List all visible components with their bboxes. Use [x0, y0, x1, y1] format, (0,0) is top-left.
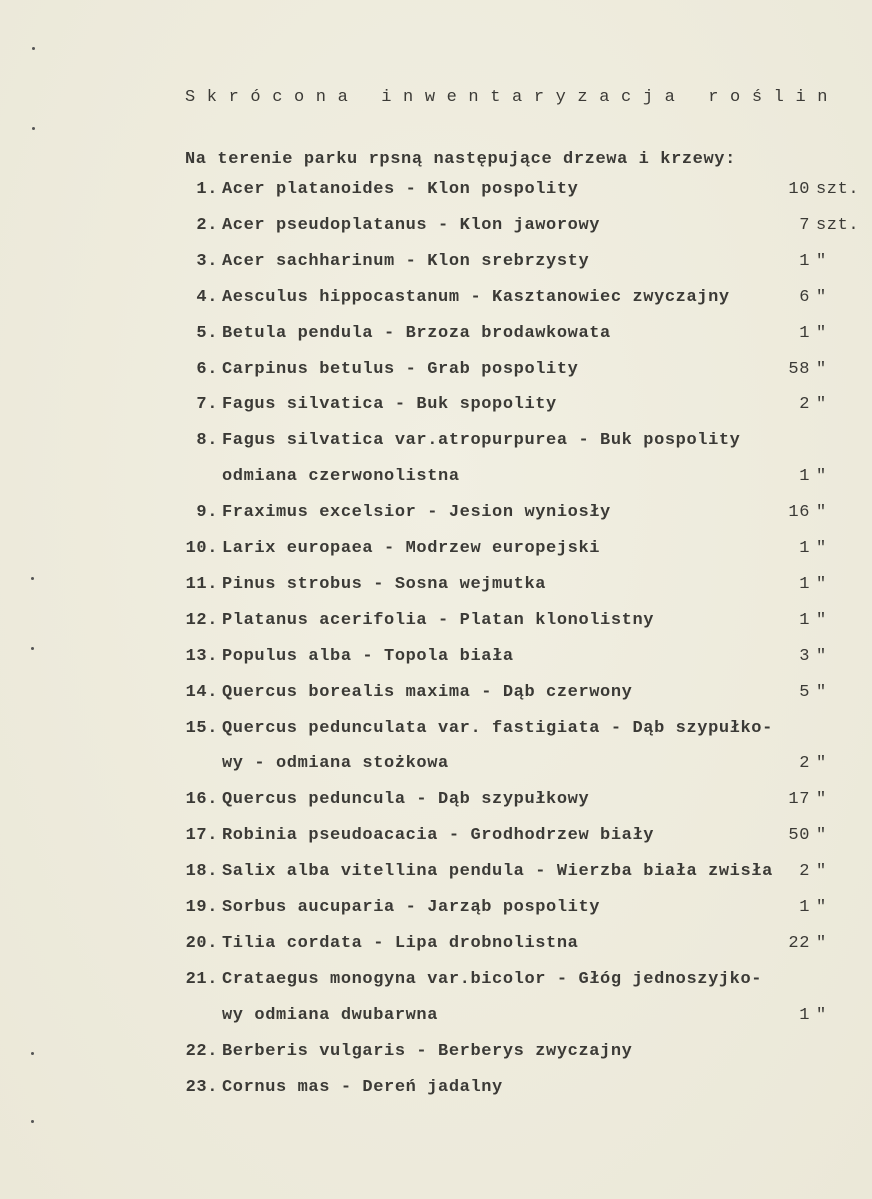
list-item: [0, 575, 872, 599]
item-number: 12.: [185, 610, 218, 630]
item-unit: ": [816, 646, 827, 666]
item-name: Fraximus excelsior - Jesion wyniosły: [222, 503, 611, 523]
item-quantity: 2: [799, 395, 810, 415]
item-quantity: 1: [799, 898, 810, 917]
item-unit: ": [816, 251, 827, 271]
item-unit: ": [816, 610, 827, 630]
item-name: Larix europaea - Modrzew europejski: [222, 539, 601, 558]
list-item: [0, 934, 872, 958]
item-number: 21.: [185, 969, 218, 989]
item-name: Platanus acerifolia - Platan klonolistny: [222, 610, 655, 630]
list-item: [0, 647, 872, 671]
item-name: Carpinus betulus - Grab pospolity: [222, 359, 579, 379]
item-quantity: 1: [799, 610, 810, 630]
margin-dot: [31, 647, 34, 650]
item-quantity: 1: [799, 1005, 810, 1025]
item-name: Pinus strobus - Sosna wejmutka: [222, 574, 547, 594]
item-unit: ": [816, 898, 827, 917]
item-unit: ": [816, 826, 827, 846]
list-item: [0, 611, 872, 635]
item-unit: ": [816, 467, 827, 487]
list-item: [0, 288, 872, 312]
list-item: [0, 216, 872, 240]
list-item: [0, 1042, 872, 1066]
item-quantity: 10: [788, 180, 810, 199]
item-unit: ": [816, 503, 827, 523]
list-item: [0, 719, 872, 743]
item-quantity: 17: [788, 790, 810, 810]
list-item: [0, 754, 872, 778]
item-name: Acer platanoides - Klon pospolity: [222, 180, 579, 199]
item-name: Quercus borealis maxima - Dąb czerwony: [222, 682, 633, 702]
item-number: 2.: [196, 215, 218, 235]
list-item: [0, 467, 872, 491]
item-name: Betula pendula - Brzoza brodawkowata: [222, 323, 611, 343]
item-name: Aesculus hippocastanum - Kasztanowiec zwyczajny: [222, 287, 730, 307]
item-unit: ": [816, 574, 827, 594]
item-unit: ": [816, 287, 827, 307]
item-name: Acer pseudoplatanus - Klon jaworowy: [222, 215, 601, 235]
item-number: 8.: [196, 431, 218, 451]
item-name: Fagus silvatica var.atropurpurea - Buk pospolity: [222, 431, 741, 451]
item-quantity: 50: [788, 826, 810, 846]
list-item: [0, 1006, 872, 1030]
item-name: Acer sachharinum - Klon srebrzysty: [222, 251, 590, 271]
item-unit: szt.: [816, 215, 860, 235]
list-item: [0, 862, 872, 886]
item-name: Sorbus aucuparia - Jarząb pospolity: [222, 898, 601, 917]
item-number: 17.: [185, 826, 218, 846]
item-name: wy - odmiana stożkowa: [222, 754, 449, 774]
item-number: 5.: [196, 323, 218, 343]
item-name: Quercus peduncula - Dąb szypułkowy: [222, 790, 590, 810]
item-name: Robinia pseudoacacia - Grodhodrzew biały: [222, 826, 655, 846]
item-name: Quercus pedunculata var. fastigiata - Dąb szypułko-: [222, 718, 773, 738]
item-unit: szt.: [816, 180, 860, 199]
item-name: Populus alba - Topola biała: [222, 646, 514, 666]
list-item: [0, 395, 872, 419]
item-number: 11.: [185, 574, 218, 594]
item-name: Salix alba vitellina pendula - Wierzba biała zwisła: [222, 862, 773, 882]
list-item: [0, 970, 872, 994]
item-quantity: 2: [799, 754, 810, 774]
item-quantity: 2: [799, 862, 810, 882]
item-quantity: 3: [799, 646, 810, 666]
list-item: [0, 826, 872, 850]
item-number: 14.: [185, 682, 218, 702]
item-quantity: 5: [799, 682, 810, 702]
item-unit: ": [816, 1005, 827, 1025]
margin-dot: [31, 577, 34, 580]
item-name: odmiana czerwonolistna: [222, 467, 460, 487]
item-quantity: 22: [788, 933, 810, 953]
item-number: 22.: [185, 1041, 218, 1061]
item-quantity: 16: [788, 503, 810, 523]
list-item: [0, 360, 872, 384]
item-number: 15.: [185, 718, 218, 738]
item-unit: ": [816, 933, 827, 953]
list-item: [0, 431, 872, 455]
item-unit: ": [816, 539, 827, 558]
item-name: Berberis vulgaris - Berberys zwyczajny: [222, 1041, 633, 1061]
item-quantity: 58: [788, 359, 810, 379]
item-name: Cornus mas - Dereń jadalny: [222, 1077, 503, 1097]
item-unit: ": [816, 754, 827, 774]
list-item: [0, 898, 872, 922]
item-unit: ": [816, 682, 827, 702]
margin-dot: [31, 1052, 34, 1055]
item-name: wy odmiana dwubarwna: [222, 1005, 439, 1025]
list-item: [0, 790, 872, 814]
item-quantity: 1: [799, 539, 810, 558]
item-quantity: 6: [799, 287, 810, 307]
item-number: 4.: [196, 287, 218, 307]
item-number: 13.: [185, 646, 218, 666]
item-number: 6.: [196, 359, 218, 379]
item-number: 20.: [185, 933, 218, 953]
item-unit: ": [816, 323, 827, 343]
item-number: 19.: [185, 898, 218, 917]
item-name: Fagus silvatica - Buk spopolity: [222, 395, 557, 415]
list-item: [0, 180, 872, 204]
margin-dot: [32, 127, 35, 130]
item-number: 18.: [185, 862, 218, 882]
list-item: [0, 683, 872, 707]
item-number: 9.: [196, 503, 218, 523]
item-name: Tilia cordata - Lipa drobnolistna: [222, 933, 579, 953]
intro-text: Na terenie parku rpsną następujące drzewa i krzewy:: [185, 150, 736, 169]
item-number: 3.: [196, 251, 218, 271]
item-number: 7.: [196, 395, 218, 415]
list-item: [0, 1078, 872, 1102]
item-quantity: 1: [799, 574, 810, 594]
margin-dot: [32, 47, 35, 50]
item-quantity: 1: [799, 467, 810, 487]
list-item: [0, 324, 872, 348]
item-name: Crataegus monogyna var.bicolor - Głóg jednoszyjko-: [222, 969, 763, 989]
item-number: 1.: [196, 180, 218, 199]
item-number: 16.: [185, 790, 218, 810]
item-number: 10.: [185, 539, 218, 558]
item-unit: ": [816, 790, 827, 810]
item-number: 23.: [185, 1077, 218, 1097]
item-quantity: 1: [799, 251, 810, 271]
document-title: Skrócona inwentaryzacja roślin: [185, 88, 840, 107]
item-unit: ": [816, 862, 827, 882]
list-item: [0, 252, 872, 276]
margin-dot: [31, 1120, 34, 1123]
list-item: [0, 539, 872, 563]
item-quantity: 1: [799, 323, 810, 343]
item-unit: ": [816, 395, 827, 415]
list-item: [0, 503, 872, 527]
item-quantity: 7: [799, 215, 810, 235]
item-unit: ": [816, 359, 827, 379]
